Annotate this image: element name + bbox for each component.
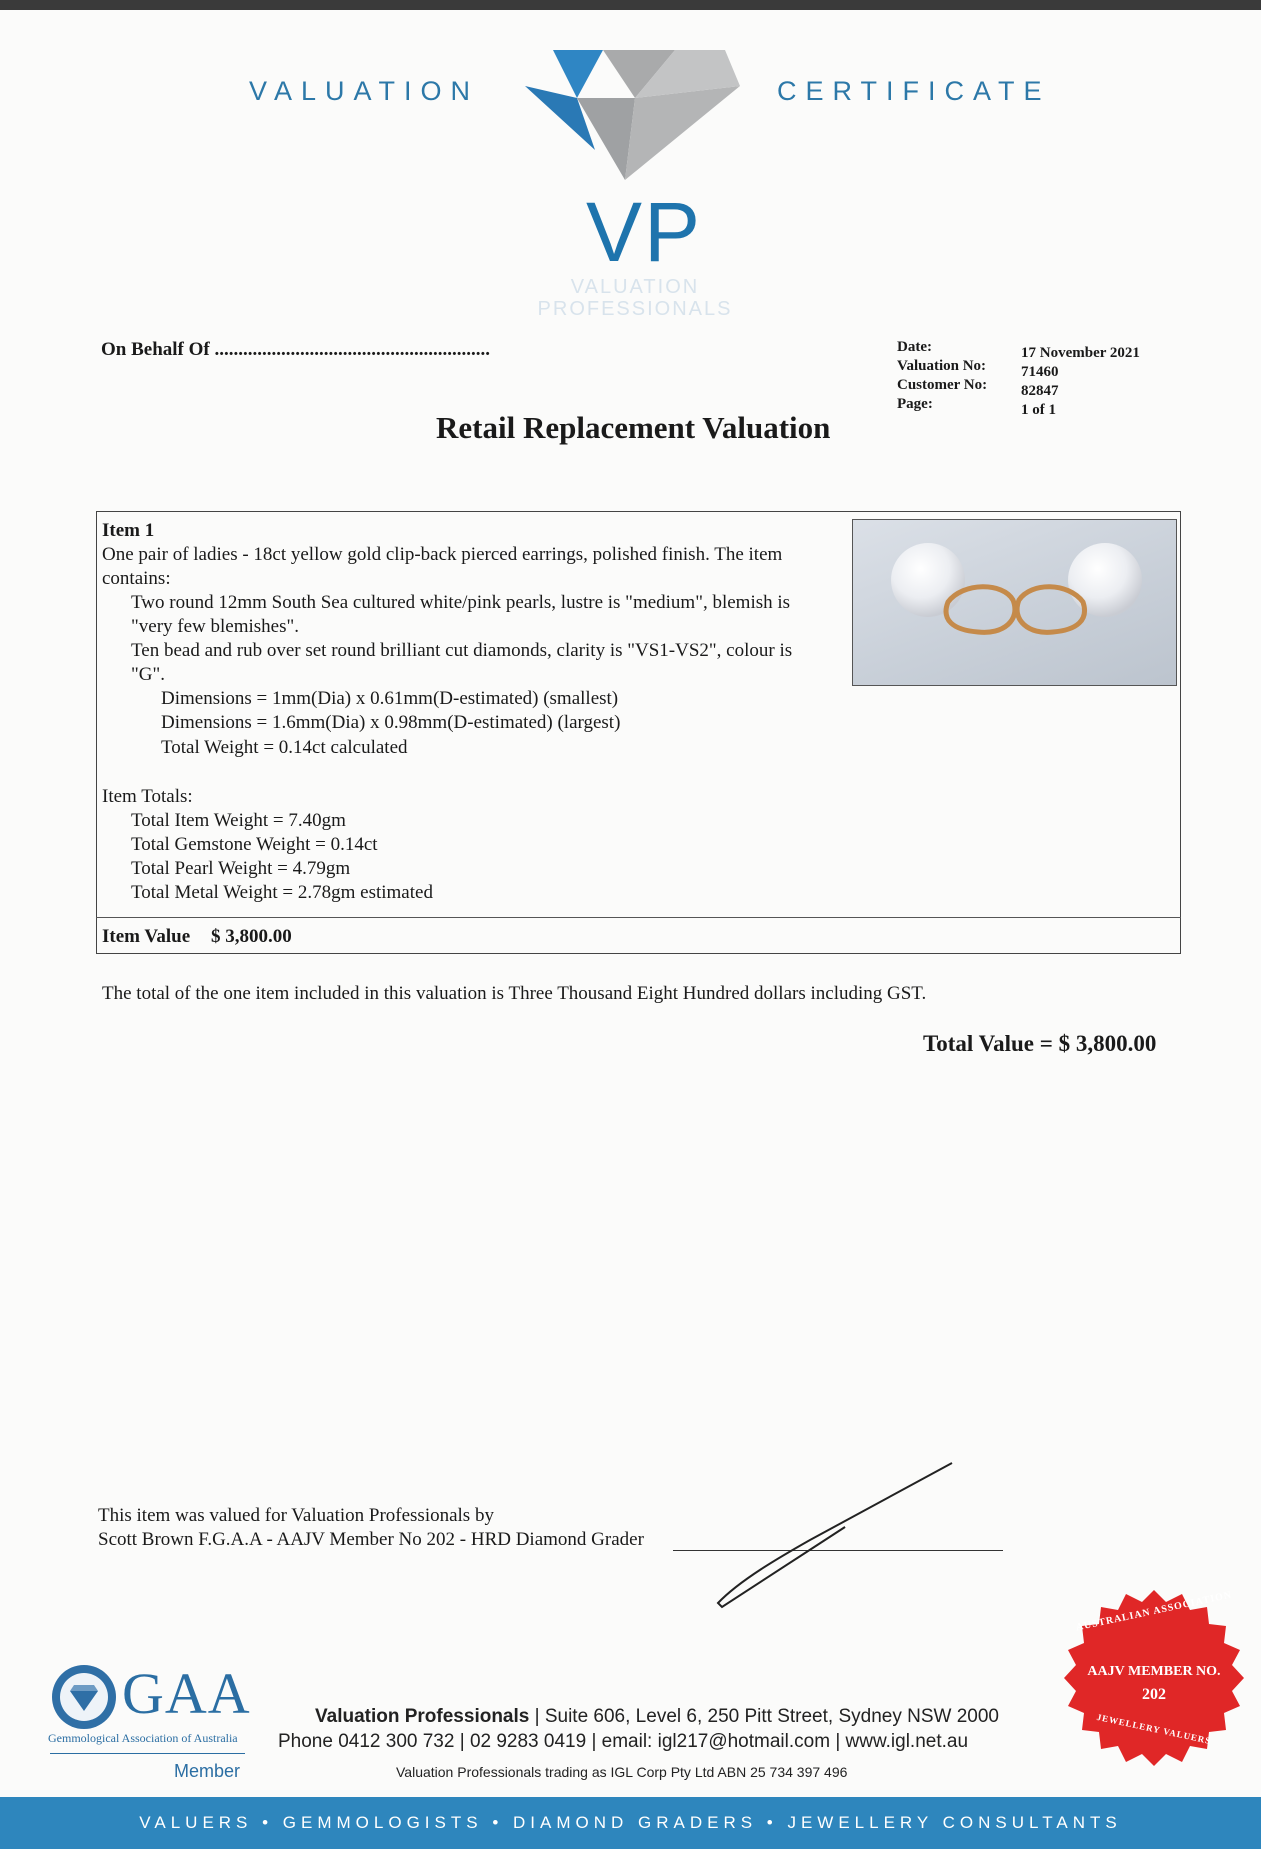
header-valuation-word: VALUATION	[249, 76, 480, 106]
vp-logo-letters: VP	[586, 185, 703, 279]
seal-arc-top: AUSTRALIAN ASSOCIATION	[1074, 1589, 1234, 1634]
item-heading: Item 1	[102, 520, 155, 541]
item-value-label: Item Value	[102, 926, 191, 947]
on-behalf-of: On Behalf Of ..........................................................	[101, 339, 490, 360]
gaa-seal-icon	[50, 1663, 118, 1731]
item-totals-heading: Item Totals:	[102, 786, 193, 807]
item-value-amount: $ 3,800.00	[211, 926, 292, 947]
diamond-total-weight: Total Weight = 0.14ct calculated	[161, 737, 408, 758]
page-value: 1 of 1	[1021, 402, 1056, 418]
seal-member-label: AAJV MEMBER NO.	[1087, 1664, 1221, 1679]
page-label: Page:	[897, 396, 933, 412]
item-desc-line1: One pair of ladies - 18ct yellow gold clip-back pierced earrings, polished finish. The item	[102, 544, 783, 565]
seal-member-number: 202	[1142, 1686, 1166, 1703]
document-title: Retail Replacement Valuation	[436, 410, 831, 445]
pearl-line1: Two round 12mm South Sea cultured white/pink pearls, lustre is "medium", blemish is	[131, 592, 791, 613]
valuer-line2: Scott Brown F.G.A.A - AAJV Member No 202 - HRD Diamond Grader	[98, 1529, 644, 1550]
diamond-line1: Ten bead and rub over set round brilliant cut diamonds, clarity is "VS1-VS2", colour is	[131, 640, 793, 661]
date-value: 17 November 2021	[1021, 345, 1140, 361]
top-edge	[0, 0, 1261, 10]
total-pearl-weight: Total Pearl Weight = 4.79gm	[131, 858, 351, 879]
company-address: | Suite 606, Level 6, 250 Pitt Street, Sydney NSW 2000	[529, 1706, 999, 1727]
diamond-line2: "G".	[131, 664, 165, 685]
signature-mark	[700, 1455, 970, 1615]
valuation-no-label: Valuation No:	[897, 358, 987, 374]
gaa-org-name: Gemmological Association of Australia	[48, 1731, 238, 1745]
summary-sentence: The total of the one item included in this valuation is Three Thousand Eight Hundred dollars including GST.	[102, 983, 927, 1004]
earrings-image	[853, 520, 1177, 686]
company-contact: Phone 0412 300 732 | 02 9283 0419 | email: igl217@hotmail.com | www.igl.net.au	[278, 1731, 969, 1752]
item-value-divider	[96, 917, 1181, 918]
item-desc-line2: contains:	[102, 568, 171, 589]
dimensions-largest: Dimensions = 1.6mm(Dia) x 0.98mm(D-estimated) (largest)	[161, 712, 621, 733]
logo-subtitle-line2: PROFESSIONALS	[537, 298, 733, 320]
valuation-no-value: 71460	[1021, 364, 1059, 380]
company-name: Valuation Professionals	[315, 1706, 530, 1727]
gaa-member-label: Member	[174, 1761, 241, 1781]
meta-labels	[897, 338, 987, 414]
aajv-seal	[1064, 1588, 1244, 1768]
diamond-logo-icon	[525, 50, 745, 190]
customer-no-value: 82847	[1021, 383, 1059, 399]
date-label: Date:	[897, 339, 932, 355]
customer-no-label: Customer No:	[897, 377, 988, 393]
seal-arc-bottom: JEWELLERY VALUERS	[1095, 1711, 1213, 1747]
valuer-line1: This item was valued for Valuation Professionals by	[98, 1505, 494, 1526]
dimensions-smallest: Dimensions = 1mm(Dia) x 0.61mm(D-estimated) (smallest)	[161, 688, 619, 709]
logo-subtitle	[520, 276, 750, 320]
gaa-divider	[50, 1753, 245, 1754]
total-item-weight: Total Item Weight = 7.40gm	[131, 810, 346, 831]
total-metal-weight: Total Metal Weight = 2.78gm estimated	[131, 882, 433, 903]
company-line	[315, 1706, 999, 1728]
logo-subtitle-line1: VALUATION	[570, 276, 700, 298]
total-gemstone-weight: Total Gemstone Weight = 0.14ct	[131, 834, 378, 855]
pearl-line2: "very few blemishes".	[131, 616, 299, 637]
meta-values	[1021, 344, 1140, 420]
company-trading: Valuation Professionals trading as IGL Corp Pty Ltd ABN 25 734 397 496	[396, 1764, 848, 1780]
gaa-letters: GAA	[122, 1661, 251, 1726]
earrings-photo	[852, 519, 1177, 686]
bottom-banner: VALUERS • GEMMOLOGISTS • DIAMOND GRADERS • JEWELLERY CONSULTANTS	[0, 1797, 1261, 1849]
header-certificate-word: CERTIFICATE	[777, 76, 1051, 106]
total-value: Total Value = $ 3,800.00	[923, 1031, 1157, 1056]
